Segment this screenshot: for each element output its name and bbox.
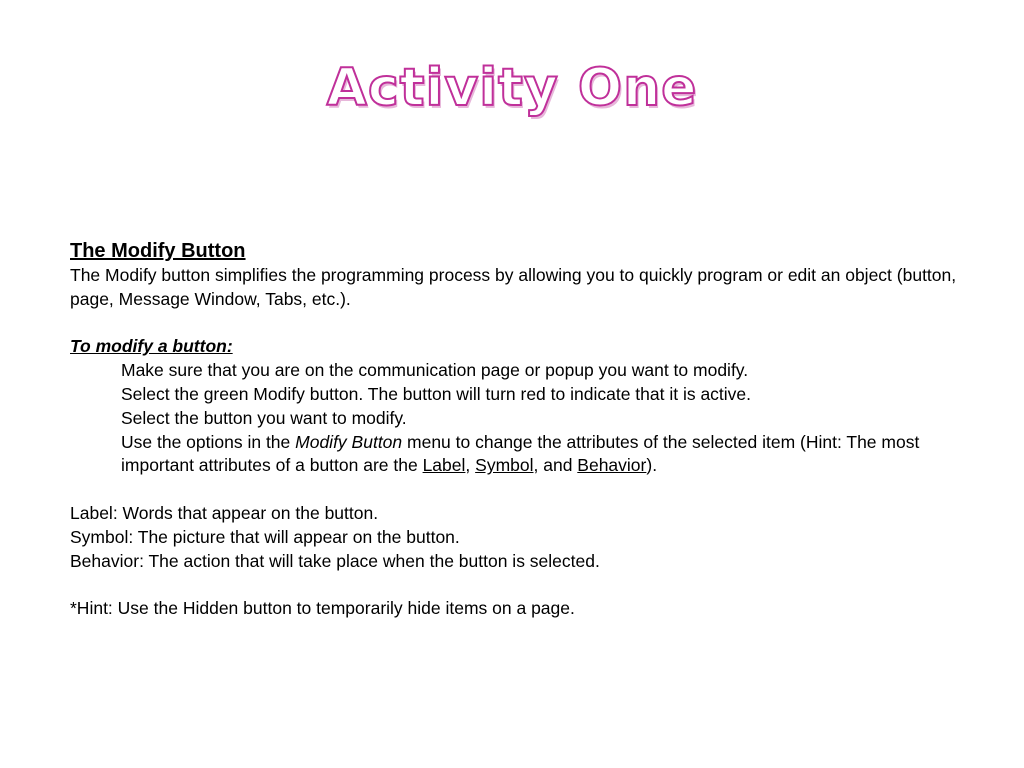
intro-paragraph: The Modify button simplifies the programming process by allowing you to quickly program or edit an object (button, page, Message Window, Tabs, etc.). bbox=[70, 265, 957, 309]
procedure-step: Select the green Modify button. The button will turn red to indicate that it is active. bbox=[121, 383, 752, 404]
hint-text: *Hint: Use the Hidden button to temporarily hide items on a page. bbox=[70, 598, 575, 619]
definition-behavior: Behavior: The action that will take place when the button is selected. bbox=[70, 550, 600, 571]
procedure-step: Select the button you want to modify. bbox=[121, 407, 407, 428]
menu-name: Modify Button bbox=[295, 431, 403, 452]
term-symbol: Symbol bbox=[475, 455, 534, 476]
step-text: Use the options in the bbox=[121, 431, 296, 452]
spacer bbox=[70, 478, 995, 502]
definition-label: Label: Words that appear on the button. bbox=[70, 502, 379, 523]
step-text: menu to change the attributes of the selected item (Hint: The most important attributes of a button are the bbox=[121, 431, 920, 476]
procedure-heading: To modify a button: bbox=[70, 336, 233, 357]
step-text: , and bbox=[533, 455, 578, 476]
procedure-step: Make sure that you are on the communication page or popup you want to modify. bbox=[121, 360, 749, 381]
term-label: Label bbox=[422, 455, 466, 476]
slide-title: Activity One bbox=[326, 58, 698, 118]
spacer bbox=[70, 312, 995, 336]
step-text: , bbox=[465, 455, 476, 476]
procedure-step-attributes bbox=[70, 431, 995, 479]
spacer bbox=[70, 573, 995, 597]
term-behavior: Behavior bbox=[577, 455, 647, 476]
definition-symbol: Symbol: The picture that will appear on the button. bbox=[70, 526, 460, 547]
slide-body bbox=[70, 238, 995, 621]
section-heading: The Modify Button bbox=[70, 240, 246, 262]
step-text: ). bbox=[646, 455, 658, 476]
